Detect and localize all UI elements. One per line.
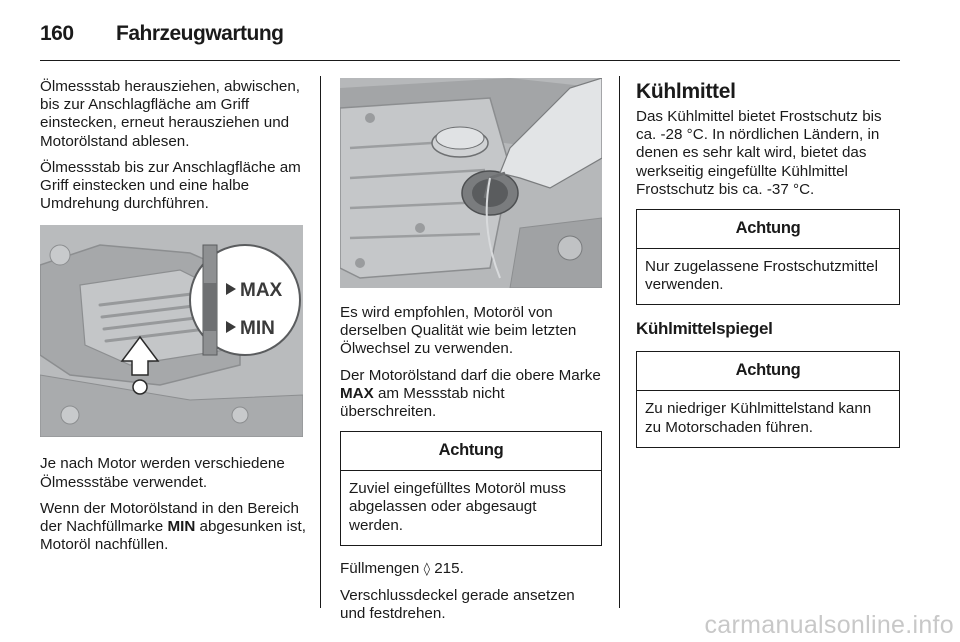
dipstick-instruction-1: Ölmessstab herausziehen, abwischen, bis zur Anschlagfläche am Griff einstecken, erneut herausziehen und Motorölstand ablesen.	[40, 78, 301, 150]
dipstick-instruction-2: Ölmessstab bis zur Anschlagfläche am Griff einstecken und eine halbe Umdrehung durchführen.	[40, 158, 301, 213]
oil-filling-figure	[340, 78, 602, 288]
refill-instruction: Wenn der Motorölstand in den Bereich der Nachfüllmarke MIN abgesunken ist, Motoröl nachfüllen.	[40, 499, 306, 554]
column-divider-2	[619, 76, 620, 608]
coolant-frost-protection: Das Kühlmittel bietet Frostschutz bis ca. -28 °C. In nördlichen Ländern, in denen es sehr kalt wird, bietet das werkseitig eingefüllte Kühlmittel Frostschutz bis ca. -37 °C.	[636, 108, 882, 198]
column-2	[340, 78, 602, 631]
capacities-reference: Füllmengen ◊ 215.	[340, 559, 464, 577]
watermark: carmanualsonline.info	[704, 611, 954, 639]
oil-quality-recommendation: Es wird empfohlen, Motoröl von derselben Qualität wie beim letzten Ölwechsel zu verwenden.	[340, 304, 577, 358]
achtung-box-overfill	[340, 431, 602, 546]
page-number: 160	[40, 22, 74, 45]
max-mark-label: MAX	[240, 280, 283, 302]
column-divider-1	[320, 76, 321, 608]
page-header	[40, 18, 900, 58]
engine-dipstick-illustration	[40, 225, 303, 437]
page-reference-icon: ◊	[423, 561, 431, 577]
cap-instruction: Verschlussdeckel gerade ansetzen und festdrehen.	[340, 587, 575, 623]
column-3	[636, 78, 900, 458]
page-title: Fahrzeugwartung	[116, 22, 284, 45]
max-mark-reference: MAX	[340, 384, 374, 402]
achtung-text: Zu niedriger Kühlmittelstand kann zu Motorschaden führen.	[645, 400, 872, 436]
achtung-text: Nur zugelassene Frostschutzmittel verwenden.	[645, 258, 878, 294]
achtung-box-antifreeze	[636, 209, 900, 305]
achtung-text: Zuviel eingefülltes Motoröl muss abgelassen oder abgesaugt werden.	[349, 480, 566, 534]
dipstick-figure	[40, 225, 303, 437]
min-mark-reference: MIN	[167, 518, 196, 536]
column-1	[40, 78, 306, 562]
header-rule	[40, 60, 900, 61]
achtung-title: Achtung	[637, 352, 899, 391]
max-level-warning: Der Motorölstand darf die obere Marke MAX am Messstab nicht überschreiten.	[340, 366, 601, 421]
achtung-box-coolant-level	[636, 351, 900, 447]
subheading-coolant-level: Kühlmittelspiegel	[636, 319, 773, 339]
achtung-title: Achtung	[637, 210, 899, 249]
achtung-title: Achtung	[341, 432, 601, 471]
section-heading-coolant: Kühlmittel	[636, 80, 736, 103]
oil-filling-illustration	[340, 78, 602, 288]
dipstick-variants-note: Je nach Motor werden verschiedene Ölmessstäbe verwendet.	[40, 455, 285, 491]
min-mark-label: MIN	[240, 318, 275, 340]
